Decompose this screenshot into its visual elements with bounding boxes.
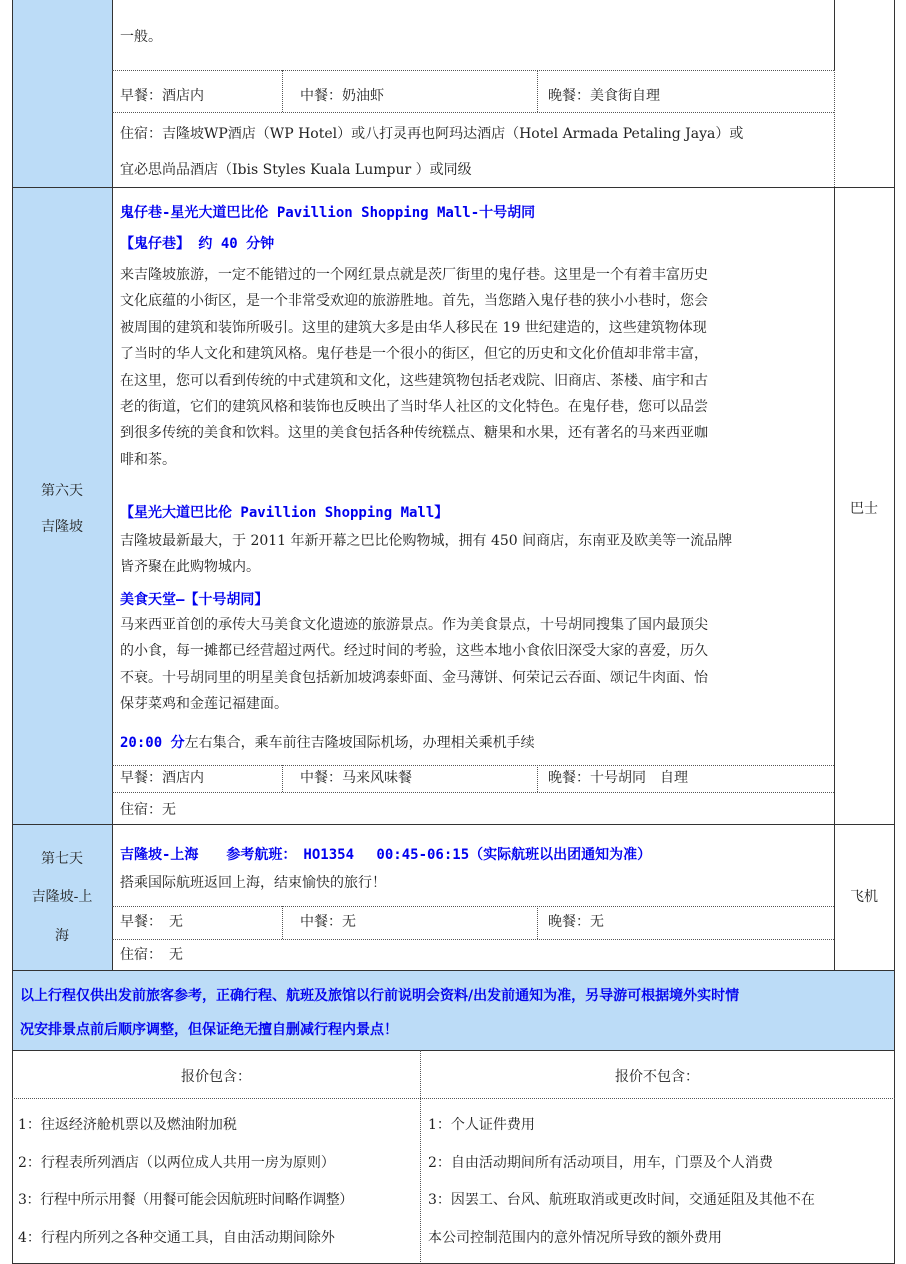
day6-s3-title: 美食天堂—【十号胡同】 xyxy=(120,592,269,608)
day5-dinner: 晚餐：美食街自理 xyxy=(548,88,660,104)
day5-lunch: 中餐：奶油虾 xyxy=(300,88,384,104)
text-line: 文化底蕴的小街区，是一个非常受欢迎的旅游胜地。首先，当您踏入鬼仔巷的狭小小巷时，您会 xyxy=(120,293,708,310)
day7-breakfast: 早餐： 无 xyxy=(120,914,183,930)
day5-intro-end: 一般。 xyxy=(120,29,162,45)
day7-city-line1: 吉隆坡-上 xyxy=(31,889,93,905)
day6-assembly xyxy=(120,733,535,753)
day6-day-label: 第六天 xyxy=(41,483,83,499)
day6-hotel: 住宿：无 xyxy=(120,802,176,818)
day7-dinner: 晚餐：无 xyxy=(548,914,604,930)
text-line: 在这里，您可以看到传统的中式建筑和文化，这些建筑物包括老戏院、旧商店、茶楼、庙宇和古 xyxy=(120,372,708,389)
day7-lunch: 中餐：无 xyxy=(300,914,356,930)
included-item: 3：行程中所示用餐（用餐可能会因航班时间略作调整） xyxy=(18,1192,353,1208)
text-line: 被周围的建筑和装饰所吸引。这里的建筑大多是由华人移民在 19 世纪建造的，这些建筑物体现 xyxy=(120,319,707,336)
day5-left-cell xyxy=(12,0,112,187)
day6-transport: 巴士 xyxy=(850,501,878,517)
day5-hotel-line1: 住宿：吉隆坡WP酒店（WP Hotel）或八打灵再也阿玛达酒店（Hotel Armada Petaling Jaya）或 xyxy=(120,126,744,142)
notice-line1: 以上行程仅供出发前旅客参考，正确行程、航班及旅馆以行前说明会资料/出发前通知为准，另导游可根据境外实时情 xyxy=(20,988,740,1004)
day7-day-label: 第七天 xyxy=(41,851,83,867)
assembly-text: 左右集合，乘车前往吉隆坡国际机场，办理相关乘机手续 xyxy=(184,735,535,751)
excluded-item: 2：自由活动期间所有活动项目，用车，门票及个人消费 xyxy=(428,1155,773,1171)
included-item: 4：行程内所列之各种交通工具，自由活动期间除外 xyxy=(18,1230,335,1246)
excluded-item: 1：个人证件费用 xyxy=(428,1117,535,1133)
day6-breakfast: 早餐：酒店内 xyxy=(120,770,204,786)
text-line: 的小食，每一摊都已经营超过两代。经过时间的考验，这些本地小食依旧深受大家的喜爱，历久 xyxy=(120,643,708,660)
day6-dinner: 晚餐：十号胡同 自理 xyxy=(548,770,688,786)
day7-flight-title: 吉隆坡-上海 参考航班： HO1354 00:45-06:15（实际航班以出团通知为准） xyxy=(120,847,652,863)
text-line: 不衰。十号胡同里的明星美食包括新加坡鸿泰虾面、金马薄饼、何荣记云吞面、颂记牛肉面、怡 xyxy=(120,669,708,686)
day6-route-title: 鬼仔巷-星光大道巴比伦 Pavillion Shopping Mall-十号胡同 xyxy=(120,205,536,221)
excluded-item: 本公司控制范围内的意外情况所导致的额外费用 xyxy=(428,1230,722,1246)
text-line: 老的街道，它们的建筑风格和装饰也反映出了当时华人社区的文化特色。在鬼仔巷，您可以品尝 xyxy=(120,399,708,416)
day5-hotel-line2: 宜必思尚品酒店（Ibis Styles Kuala Lumpur ）或同级 xyxy=(120,162,472,178)
day7-desc: 搭乘国际航班返回上海，结束愉快的旅行！ xyxy=(120,875,386,891)
included-item: 1：往返经济舱机票以及燃油附加税 xyxy=(18,1117,237,1133)
day6-lunch: 中餐：马来风味餐 xyxy=(300,770,412,786)
price-excluded-header: 报价不包含： xyxy=(615,1069,699,1085)
day6-left-cell xyxy=(12,187,112,824)
day6-s1-body xyxy=(120,262,832,473)
text-line: 来吉隆坡旅游，一定不能错过的一个网红景点就是茨厂街里的鬼仔巷。这里是一个有着丰富历史 xyxy=(120,267,708,283)
day6-s1-title: 【鬼仔巷】 约 40 分钟 xyxy=(120,236,275,252)
text-line: 到很多传统的美食和饮料。这里的美食包括各种传统糕点、糖果和水果，还有著名的马来西亚咖 xyxy=(120,425,708,442)
text-line: 了当时的华人文化和建筑风格。鬼仔巷是一个很小的街区，但它的历史和文化价值却非常丰富， xyxy=(120,346,708,363)
excluded-item: 3：因罢工、台风、航班取消或更改时间，交通延阻及其他不在 xyxy=(428,1192,815,1208)
price-included-header: 报价包含： xyxy=(181,1069,251,1085)
day7-city-line2: 海 xyxy=(55,928,69,944)
text-line: 吉隆坡最新最大，于 2011 年新开幕之巴比伦购物城，拥有 450 间商店，东南亚及欧美等一流品牌 xyxy=(120,533,733,549)
included-item: 2：行程表所列酒店（以两位成人共用一房为原则） xyxy=(18,1155,335,1171)
day7-hotel: 住宿： 无 xyxy=(120,947,183,963)
assembly-time: 20:00 分 xyxy=(120,735,185,751)
day7-transport: 飞机 xyxy=(850,889,878,905)
day6-s2-title: 【星光大道巴比伦 Pavillion Shopping Mall】 xyxy=(120,505,449,521)
notice-line2: 况安排景点前后顺序调整，但保证绝无擅自删减行程内景点！ xyxy=(20,1022,398,1038)
day5-breakfast: 早餐：酒店内 xyxy=(120,88,204,104)
text-line: 皆齐聚在此购物城内。 xyxy=(120,559,260,576)
day6-s2-body xyxy=(120,528,832,581)
text-line: 马来西亚首创的承传大马美食文化遗迹的旅游景点。作为美食景点，十号胡同搜集了国内最顶尖 xyxy=(120,617,708,633)
text-line: 保芽菜鸡和金莲记福建面。 xyxy=(120,696,288,713)
day6-city: 吉隆坡 xyxy=(41,519,83,535)
text-line: 啡和茶。 xyxy=(120,451,176,468)
day6-s3-body xyxy=(120,612,832,718)
